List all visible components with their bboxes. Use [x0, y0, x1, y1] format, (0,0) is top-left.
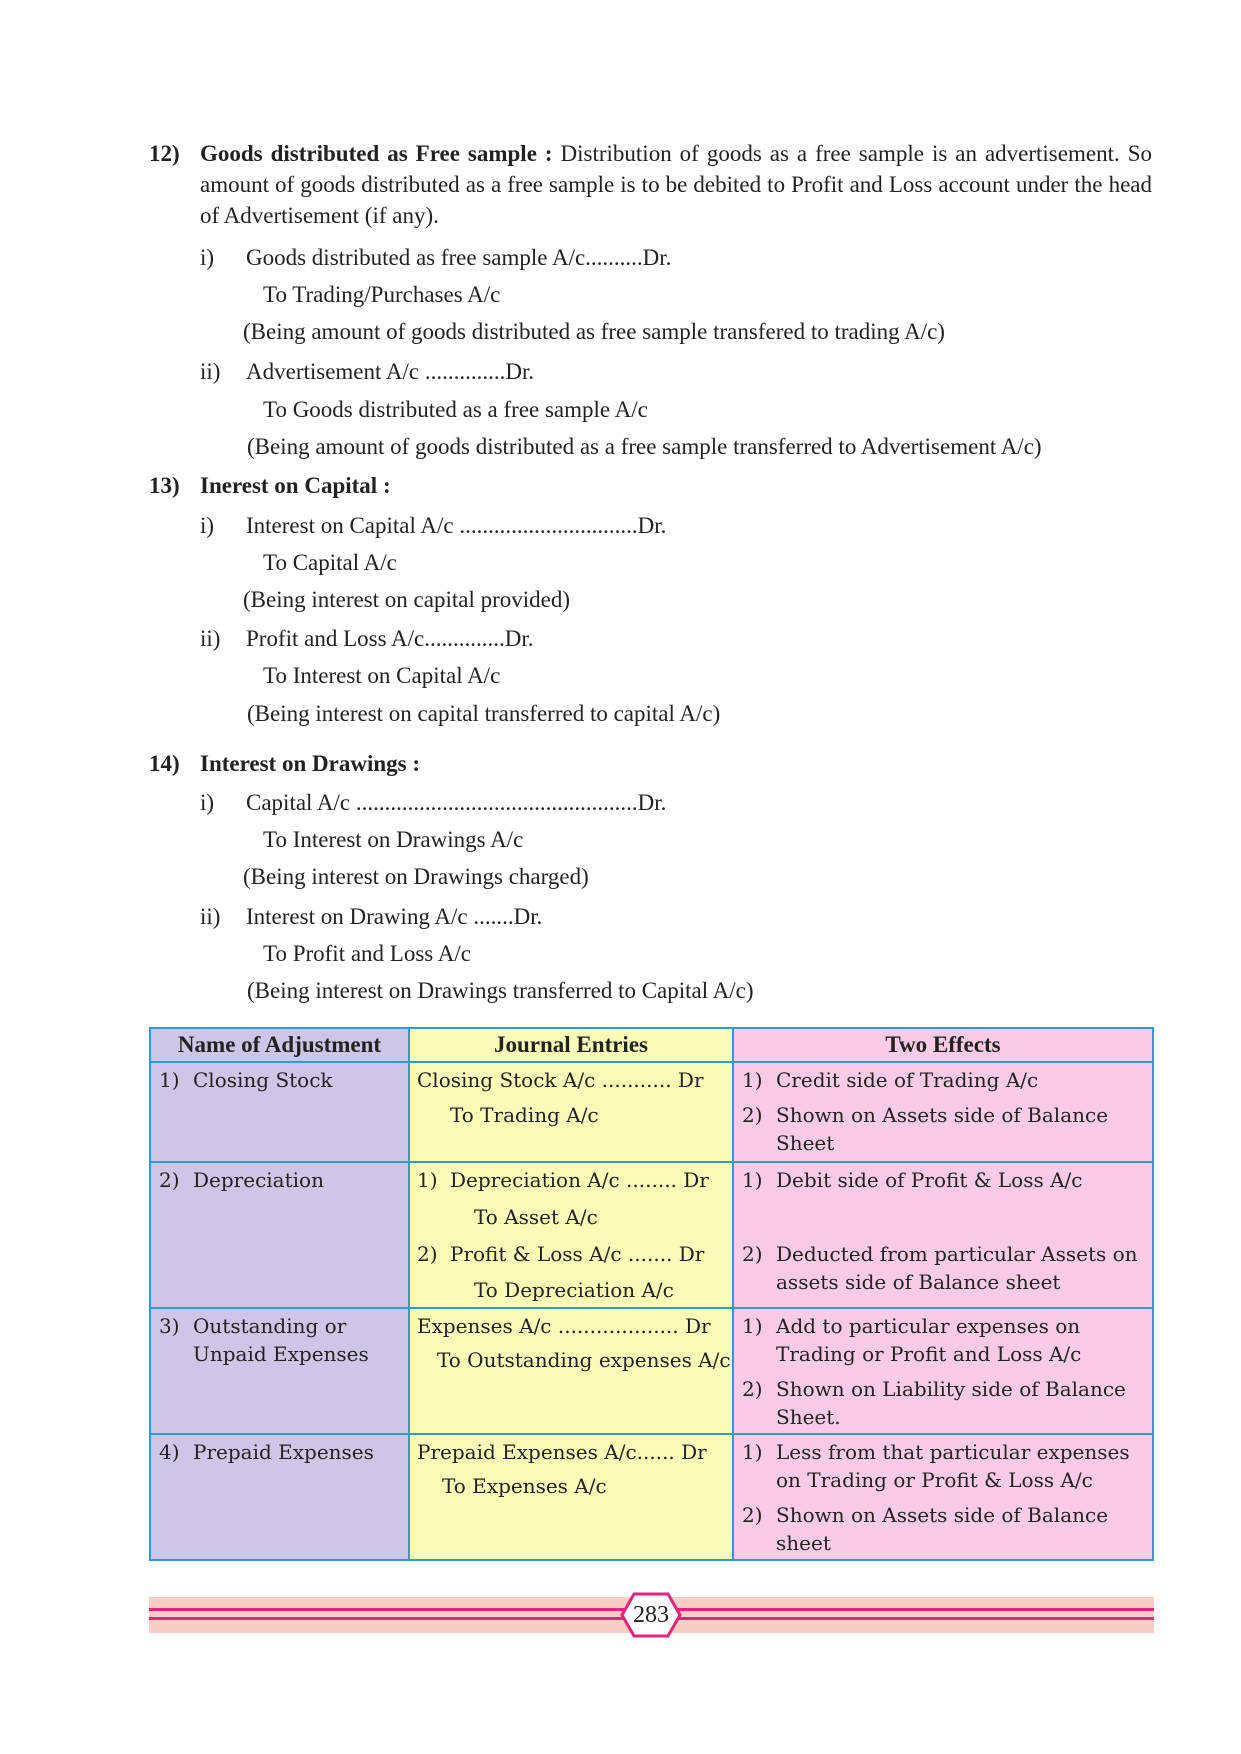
item-14-entry-1-debit: Capital A/c .................................................Dr.	[246, 790, 667, 815]
journal-credit: To Asset A/c	[474, 1205, 598, 1229]
item-13-entry-1-narration: (Being interest on capital provided)	[243, 587, 571, 612]
header-journal-entries: Journal Entries	[409, 1028, 733, 1062]
item-14-heading: Interest on Drawings :	[200, 751, 420, 776]
item-13-entry-2-debit: Profit and Loss A/c..............Dr.	[246, 626, 534, 651]
item-13-entry-1-number: i)	[200, 513, 215, 538]
effect-text: Shown on Assets side of Balance	[776, 1103, 1109, 1127]
effect-number: 1)	[742, 1068, 763, 1092]
item-14-entry-2-narration: (Being interest on Drawings transferred to Capital A/c)	[247, 978, 754, 1003]
item-13-entry-1-credit: To Capital A/c	[263, 550, 397, 575]
item-12-entry-2-credit: To Goods distributed as a free sample A/c	[263, 397, 648, 422]
item-14-entry-2-debit: Interest on Drawing A/c .......Dr.	[246, 904, 543, 929]
effect-text: Sheet.	[776, 1405, 841, 1429]
item-14-number: 14)	[149, 751, 180, 776]
item-12-entry-2-debit: Advertisement A/c ..............Dr.	[246, 359, 535, 384]
table-header-row	[150, 1028, 1153, 1062]
effect-text: Less from that particular expenses	[776, 1440, 1130, 1464]
journal-debit: Prepaid Expenses A/c...... Dr	[417, 1440, 707, 1464]
item-13-number: 13)	[149, 473, 180, 498]
journal-credit: To Expenses A/c	[442, 1474, 607, 1498]
table-row	[150, 1434, 1153, 1560]
page-number: 283	[633, 1602, 669, 1628]
effect-text: on Trading or Profit & Loss A/c	[776, 1468, 1093, 1492]
item-12-entry-1-narration: (Being amount of goods distributed as free sample transfered to trading A/c)	[243, 319, 945, 344]
row-number: 4)	[159, 1440, 180, 1464]
item-12-entry-2-number: ii)	[200, 359, 221, 384]
effect-text: Credit side of Trading A/c	[776, 1068, 1039, 1092]
effect-number: 1)	[742, 1314, 763, 1338]
adjustment-name: Closing Stock	[193, 1068, 333, 1092]
effect-number: 2)	[742, 1503, 763, 1527]
journal-credit: To Depreciation A/c	[474, 1278, 674, 1302]
adjustment-name: Depreciation	[193, 1168, 324, 1192]
item-12-entry-2-narration: (Being amount of goods distributed as a free sample transferred to Advertisement A/c)	[247, 434, 1042, 459]
item-12-entry-1-credit: To Trading/Purchases A/c	[263, 282, 501, 307]
row-number: 1)	[159, 1068, 180, 1092]
journal-credit: To Trading A/c	[450, 1103, 599, 1127]
effect-text: Add to particular expenses on	[776, 1314, 1081, 1338]
item-13-entry-2-credit: To Interest on Capital A/c	[263, 663, 501, 688]
item-14-entry-1-narration: (Being interest on Drawings charged)	[243, 864, 589, 889]
effect-text: assets side of Balance sheet	[776, 1270, 1061, 1294]
journal-debit: Profit & Loss A/c ....... Dr	[450, 1242, 705, 1266]
effect-number: 2)	[742, 1377, 763, 1401]
item-12-number: 12)	[149, 141, 180, 166]
effect-number: 1)	[742, 1168, 763, 1192]
journal-debit: Expenses A/c ................... Dr	[417, 1314, 711, 1338]
adjustment-name: Prepaid Expenses	[193, 1440, 374, 1464]
item-14-entry-1-credit: To Interest on Drawings A/c	[263, 827, 524, 852]
item-13-heading: Inerest on Capital :	[200, 473, 391, 498]
effect-text: Shown on Liability side of Balance	[776, 1377, 1126, 1401]
journal-debit: Closing Stock A/c ........... Dr	[417, 1068, 704, 1092]
journal-debit: Depreciation A/c ........ Dr	[450, 1168, 709, 1192]
table-row	[150, 1062, 1153, 1162]
item-12-heading: Goods distributed as Free sample :	[200, 141, 553, 166]
effect-number: 2)	[742, 1242, 763, 1266]
item-13-entry-1-debit: Interest on Capital A/c ...............................Dr.	[246, 513, 667, 538]
adjustment-name: Unpaid Expenses	[193, 1342, 369, 1366]
item-13-entry-2-number: ii)	[200, 626, 221, 651]
page-number-badge	[620, 1592, 682, 1638]
adjustments-table	[149, 1027, 1154, 1561]
row-number: 3)	[159, 1314, 180, 1338]
item-14-entry-2-number: ii)	[200, 904, 221, 929]
effect-text: Trading or Profit and Loss A/c	[776, 1342, 1082, 1366]
item-12-paragraph	[200, 138, 1152, 231]
effect-number: 2)	[742, 1103, 763, 1127]
item-12-entry-1-debit: Goods distributed as free sample A/c..........Dr.	[246, 245, 672, 270]
header-name-of-adjustment: Name of Adjustment	[150, 1028, 409, 1062]
effect-number: 1)	[742, 1440, 763, 1464]
item-12-intro: Distribution of goods as a free sample is an advertisement. So amount of goods distributed as a free sample is to be debited to Profit and Loss account under the head of Advertisement (if any).	[200, 141, 1152, 228]
item-14-entry-2-credit: To Profit and Loss A/c	[263, 941, 471, 966]
effect-text: Shown on Assets side of Balance	[776, 1503, 1109, 1527]
adjustment-name: Outstanding or	[193, 1314, 347, 1338]
journal-number: 1)	[417, 1168, 438, 1192]
table-row	[150, 1308, 1153, 1434]
item-12-entry-1-number: i)	[200, 245, 215, 270]
journal-number: 2)	[417, 1242, 438, 1266]
row-number: 2)	[159, 1168, 180, 1192]
item-14-entry-1-number: i)	[200, 790, 215, 815]
item-13-entry-2-narration: (Being interest on capital transferred to capital A/c)	[247, 701, 721, 726]
effect-text: sheet	[776, 1531, 831, 1555]
table-row	[150, 1162, 1153, 1308]
effect-text: Deducted from particular Assets on	[776, 1242, 1138, 1266]
header-two-effects: Two Effects	[733, 1028, 1153, 1062]
effect-text: Sheet	[776, 1131, 835, 1155]
journal-credit: To Outstanding expenses A/c	[437, 1348, 731, 1372]
effect-text: Debit side of Profit & Loss A/c	[776, 1168, 1083, 1192]
